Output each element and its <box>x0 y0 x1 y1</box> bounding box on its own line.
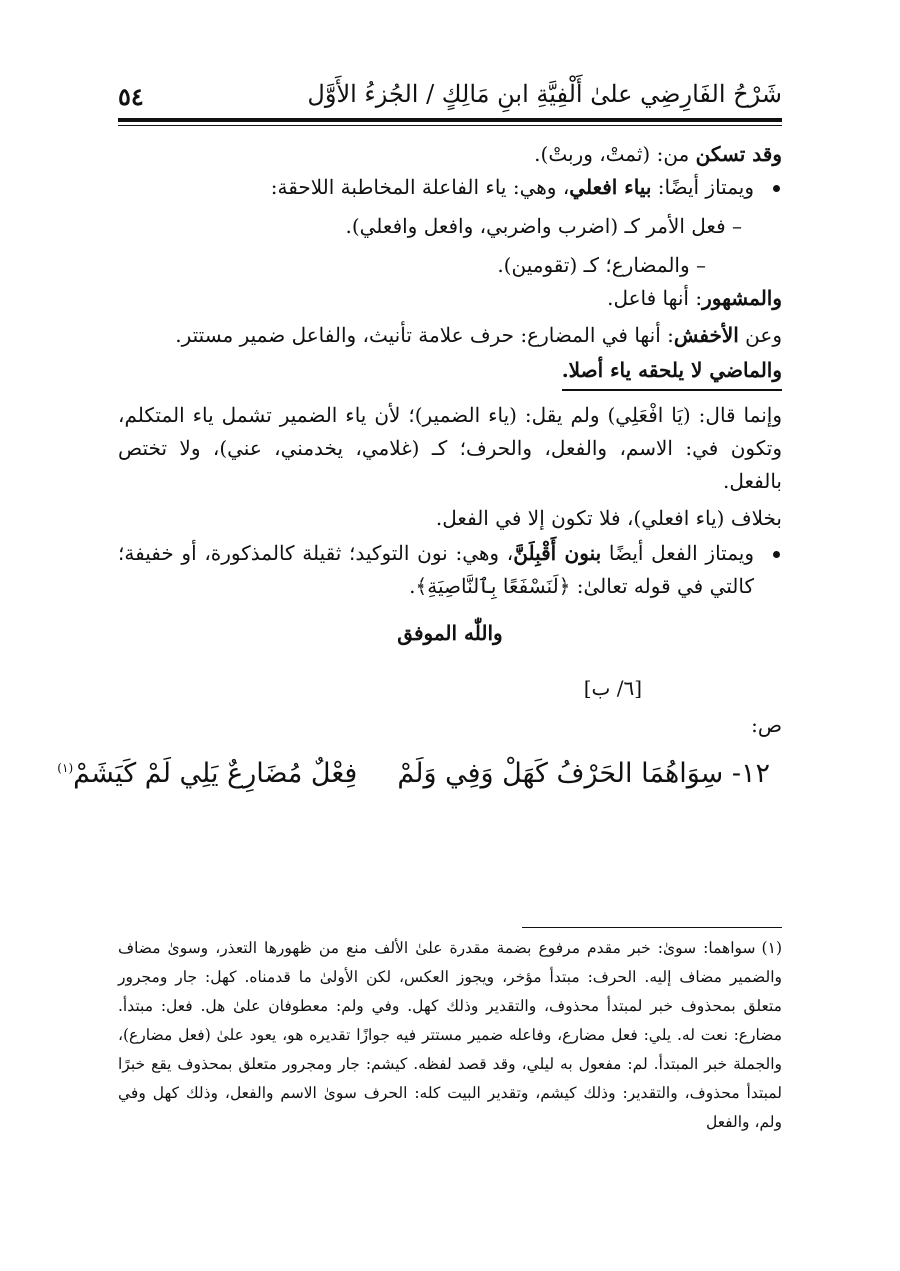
footnote-marker[interactable]: (١) <box>57 761 74 775</box>
text-line-mashhur <box>118 282 782 315</box>
running-title: شَرْحُ الفَارِضِي علىٰ أَلْفِيَّةِ ابنِ مَالِكٍ / الجُزءُ الأَوَّل <box>307 80 782 108</box>
bullet-item-ya <box>118 171 782 204</box>
bullet-item-nun <box>118 537 782 603</box>
text-line-madi <box>118 354 782 391</box>
example-present: – والمضارع؛ كـ (تقومين). <box>497 253 706 277</box>
underlined-phrase: والماضي لا يلحقه ياء أصلا. <box>562 354 782 391</box>
main-text <box>57 138 782 796</box>
text-line-khilaf: بخلاف (ياء افعلي)، فلا تكون إلا في الفعل. <box>435 506 782 530</box>
closing-phrase: واللّٰه الموفق <box>397 621 503 645</box>
text-span: ويمتاز الفعل أيضًا <box>601 541 754 565</box>
footnote-1 <box>118 934 782 1137</box>
verse-line <box>57 746 782 796</box>
page-header <box>118 62 782 120</box>
folio-reference: [٦/ ب] <box>583 676 642 700</box>
text-line-1 <box>118 138 782 171</box>
paragraph-explanation: وإنما قال: (يَا افْعَلِي) ولم يقل: (ياء الضمير)؛ لأن ياء الضمير تشمل ياء المتكلم، وتكون في: الاسم، والفعل، والحرف؛ كـ (غلامي، يخدمني، عني)، ولا تختص بالفعل. <box>118 403 782 493</box>
bold-phrase: الأخفش <box>673 323 739 347</box>
bold-phrase: وقد تسكن <box>695 142 782 166</box>
text-span: : أنها في المضارع: حرف علامة تأنيث، والفاعل ضمير مستتر. <box>175 323 674 347</box>
text-marker: ص: <box>751 713 782 737</box>
footnote-separator <box>522 927 782 928</box>
bold-phrase: بياء افعلي <box>569 175 652 199</box>
footnote-number: (١) <box>761 939 782 957</box>
verse-hemistich-1: سِوَاهُمَا الحَرْفُ كَهَلْ وَفِي وَلَمْ <box>397 758 724 789</box>
page-number: ٥٤ <box>118 82 144 111</box>
text-span: ، وهي: نون التوكيد؛ ثقيلة كالمذكورة، أو خفيفة؛ كالتي في قوله تعالىٰ: ﴿لَنَسْفَعًا بِٱلنَّاصِيَةِ﴾. <box>118 541 754 598</box>
bullet-icon <box>773 185 780 192</box>
header-rule-thick <box>118 118 782 122</box>
text-span: : أنها فاعل. <box>607 286 703 310</box>
text-line-akhfash <box>118 319 782 352</box>
header-rule-thin <box>118 125 782 126</box>
bold-phrase: بنون أَقْبِلَنَّ <box>513 541 602 565</box>
example-imperative: – فعل الأمر كـ (اضرب واضربي، وافعل وافعلي). <box>345 214 742 238</box>
text-span: وعن <box>738 323 782 347</box>
verse-hemistich-2: فِعْلٌ مُضَارِعٌ يَلِي لَمْ كَيَشَمْ <box>73 758 358 789</box>
bold-phrase: والمشهور <box>702 286 782 310</box>
verse-number: ١٢- <box>723 758 770 789</box>
text-span: ، وهي: ياء الفاعلة المخاطبة اللاحقة: <box>270 175 570 199</box>
bullet-icon <box>773 551 780 558</box>
text-span: ويمتاز أيضًا: <box>651 175 754 199</box>
text-span: من: (ثمتْ، وربتْ). <box>534 142 696 166</box>
footnote-text: سواهما: سوىٰ: خبر مقدم مرفوع بضمة مقدرة علىٰ الألف منع من ظهورها التعذر، وسوىٰ مضاف والضمير مضاف إليه. الحرف: مبتدأ مؤخر، ويجوز العكس، لكن الأولىٰ ما قدمناه. كهل: جار ومجرور متعلق بمحذوف خبر لمبتدأ محذوف، والتقدير وذلك كهل. وفي ولم: معطوفان علىٰ هل. فعل: مبتدأ. مضارع: نعت له. يلي: فعل مضارع، وفاعله ضمير مستتر فيه جوازًا تقديره هو، يعود علىٰ (فعل مضارع)، والجملة خبر المبتدأ. لم: مفعول به ليلي، وقد قصد لفظه. كيشم: جار ومجرور متعلق بمحذوف يقع خبرًا لمبتدأ محذوف، والتقدير: وذلك كيشم، وتقدير البيت كله: الحرف سوىٰ الاسم والفعل، وذلك كهل وفي ولم، والفعل <box>118 939 782 1131</box>
